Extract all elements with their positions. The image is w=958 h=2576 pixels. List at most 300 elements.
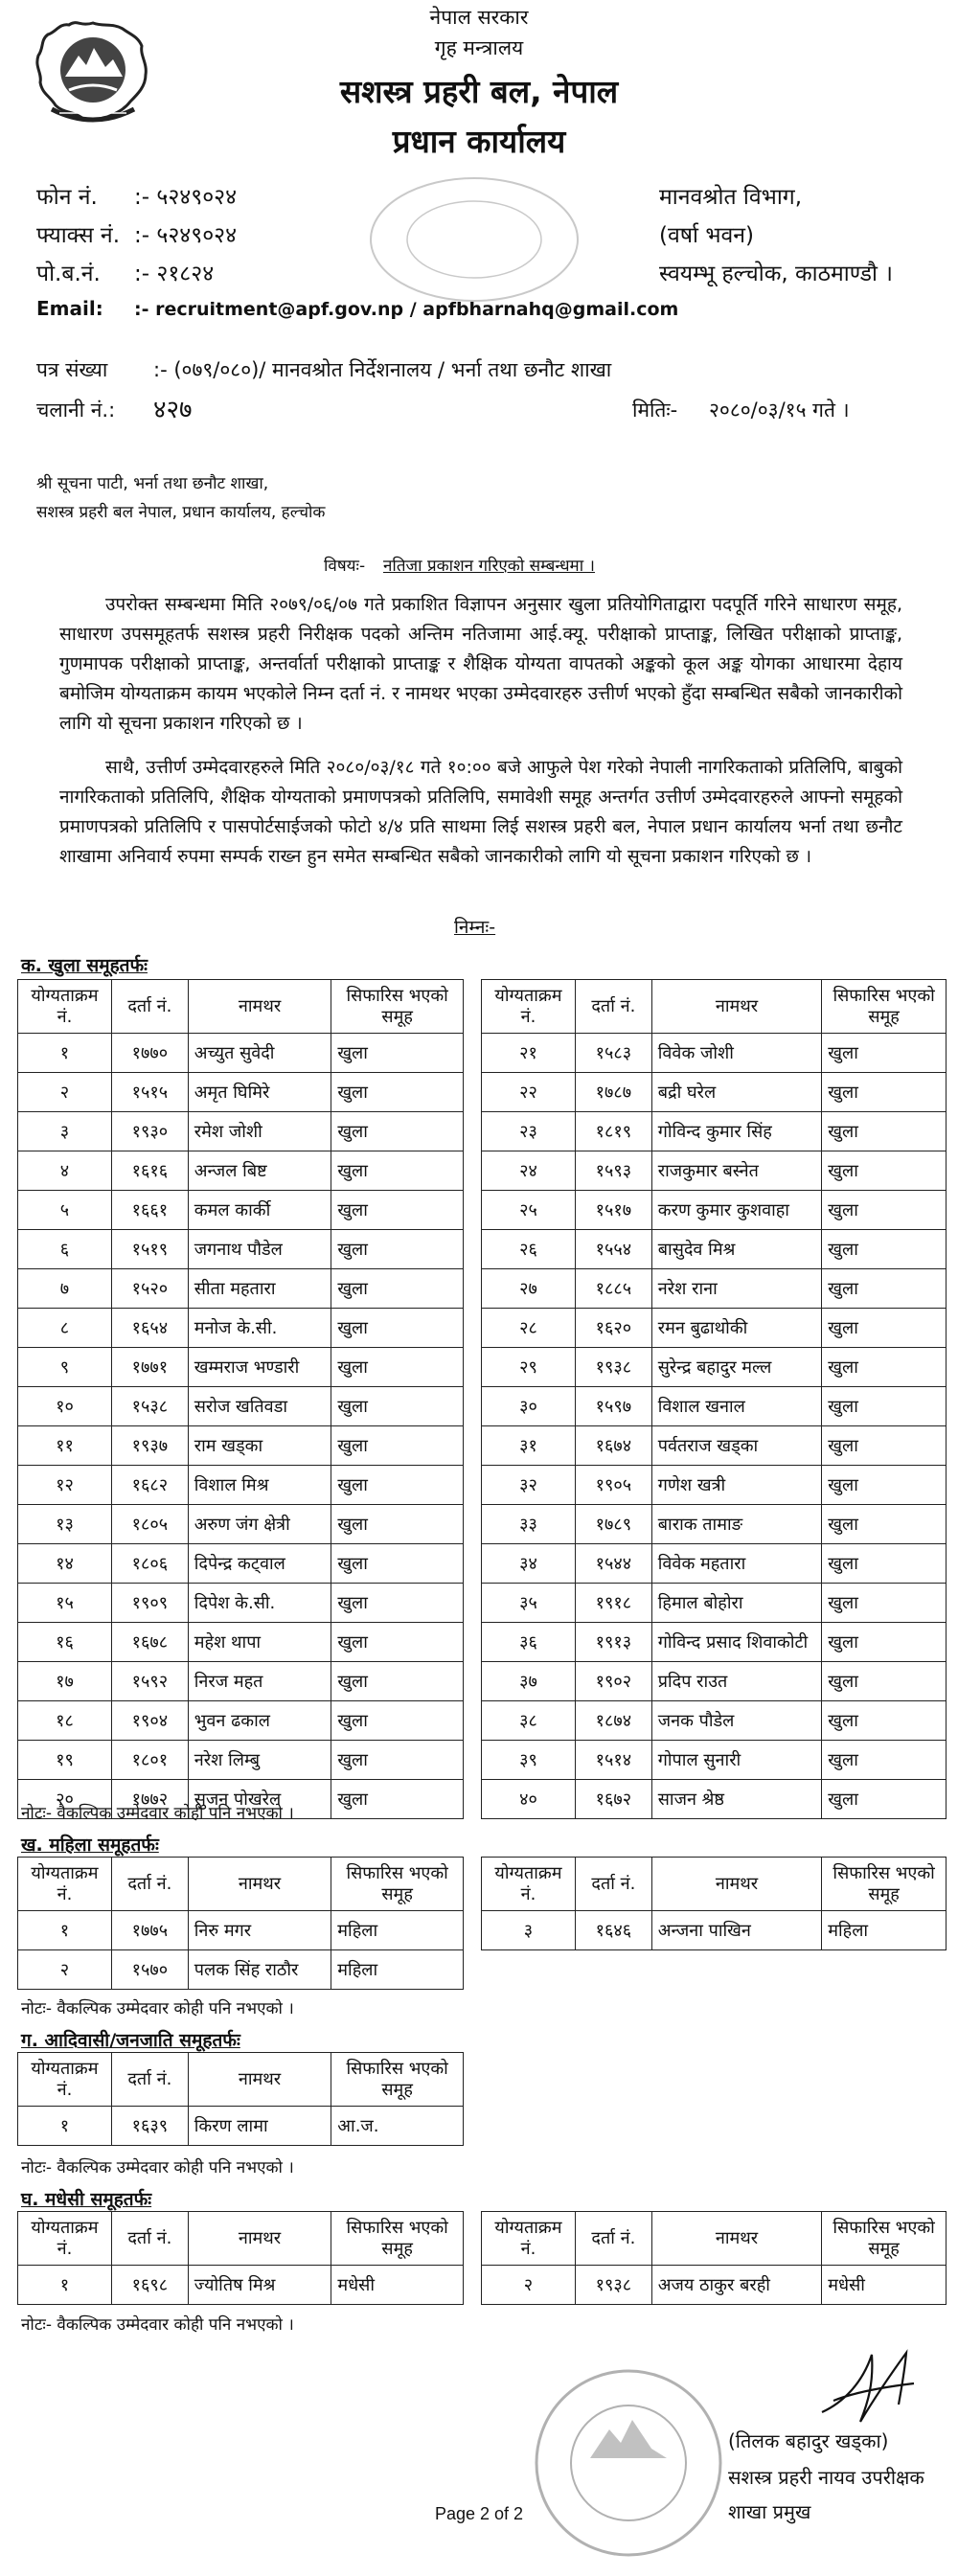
group-cell: खुला bbox=[331, 1269, 464, 1309]
rank-cell: २७ bbox=[482, 1269, 576, 1309]
col-name-header: नामथर bbox=[188, 980, 331, 1034]
name-cell: साजन श्रेष्ठ bbox=[651, 1780, 822, 1819]
name-cell: नरेश राना bbox=[651, 1269, 822, 1309]
rank-cell: २२ bbox=[482, 1073, 576, 1112]
reg-cell: १८०१ bbox=[111, 1741, 188, 1780]
name-cell: करण कुमार कुशवाहा bbox=[651, 1191, 822, 1230]
col-group-header: सिफारिस भएको समूह bbox=[331, 980, 464, 1034]
women-table-right bbox=[481, 1857, 947, 1950]
name-cell: गोपाल सुनारी bbox=[651, 1741, 822, 1780]
group-cell: खुला bbox=[822, 1191, 947, 1230]
group-cell: मधेसी bbox=[331, 2266, 464, 2305]
reg-cell: १८८५ bbox=[575, 1269, 651, 1309]
email-label: Email: bbox=[36, 297, 103, 320]
group-cell: खुला bbox=[331, 1112, 464, 1151]
group-cell: खुला bbox=[331, 1623, 464, 1662]
group-cell: खुला bbox=[822, 1034, 947, 1073]
reg-cell: १५९२ bbox=[111, 1662, 188, 1701]
handwritten-signature bbox=[814, 2345, 920, 2431]
round-seal-stamp bbox=[533, 2362, 724, 2564]
table-row bbox=[18, 1701, 464, 1741]
name-cell: पलक सिंह राठौर bbox=[188, 1950, 331, 1990]
name-cell: सीता महतारा bbox=[188, 1269, 331, 1309]
group-cell: खुला bbox=[331, 1073, 464, 1112]
reg-cell: १५३८ bbox=[111, 1387, 188, 1426]
group-cell: खुला bbox=[331, 1034, 464, 1073]
name-cell: विवेक जोशी bbox=[651, 1034, 822, 1073]
table-row bbox=[482, 2266, 947, 2305]
table-row bbox=[482, 1230, 947, 1269]
name-cell: कमल कार्की bbox=[188, 1191, 331, 1230]
table-row bbox=[482, 1623, 947, 1662]
group-cell: खुला bbox=[822, 1662, 947, 1701]
table-row bbox=[18, 1151, 464, 1191]
group-cell: खुला bbox=[822, 1584, 947, 1623]
name-cell: बद्री घरेल bbox=[651, 1073, 822, 1112]
rank-cell: २५ bbox=[482, 1191, 576, 1230]
letter-date: २०८०/०३/१५ गते । bbox=[709, 399, 850, 422]
group-cell: खुला bbox=[822, 1348, 947, 1387]
name-cell: जगनाथ पौडेल bbox=[188, 1230, 331, 1269]
reg-cell: १९३८ bbox=[575, 2266, 651, 2305]
group-cell: खुला bbox=[331, 1701, 464, 1741]
name-cell: दिपेन्द्र कट्वाल bbox=[188, 1544, 331, 1584]
group-cell: खुला bbox=[822, 1387, 947, 1426]
table-row bbox=[482, 1073, 947, 1112]
name-cell: नरेश लिम्बु bbox=[188, 1741, 331, 1780]
table-row bbox=[18, 1544, 464, 1584]
name-cell: गोविन्द कुमार सिंह bbox=[651, 1112, 822, 1151]
nimna-label: निम्नः- bbox=[454, 917, 496, 938]
table-row bbox=[482, 1387, 947, 1426]
table-row bbox=[18, 1505, 464, 1544]
name-cell: महेश थापा bbox=[188, 1623, 331, 1662]
dispatch-label: चलानी नं.: bbox=[36, 399, 116, 422]
madhesi-section-title: घ. मधेसी समूहतर्फः bbox=[21, 2189, 152, 2210]
recipient-line1: श्री सूचना पाटी, भर्ना तथा छनौट शाखा, bbox=[36, 474, 269, 493]
name-cell: अन्जल बिष्ट bbox=[188, 1151, 331, 1191]
col-group-header: सिफारिस भएको समूह bbox=[331, 2212, 464, 2266]
rank-cell: ३७ bbox=[482, 1662, 576, 1701]
page-number: Page 2 of 2 bbox=[434, 2504, 524, 2523]
table-row bbox=[18, 2107, 464, 2146]
table-row bbox=[18, 1034, 464, 1073]
open-section-title: क. खुला समूहतर्फः bbox=[21, 955, 148, 976]
table-row bbox=[18, 2266, 464, 2305]
women-table-left bbox=[17, 1857, 464, 1990]
name-cell: हिमाल बोहोरा bbox=[651, 1584, 822, 1623]
col-reg-header: दर्ता नं. bbox=[111, 980, 188, 1034]
name-cell: किरण लामा bbox=[188, 2107, 331, 2146]
group-cell: खुला bbox=[822, 1544, 947, 1584]
open-note: नोटः- वैकल्पिक उम्मेदवार कोही पनि नभएको । bbox=[21, 1804, 294, 1823]
reg-cell: १७८९ bbox=[575, 1505, 651, 1544]
reg-cell: १७७५ bbox=[111, 1911, 188, 1950]
table-row bbox=[18, 1348, 464, 1387]
group-cell: खुला bbox=[822, 1309, 947, 1348]
rank-cell: ४० bbox=[482, 1780, 576, 1819]
table-row bbox=[482, 1348, 947, 1387]
col-group-header: सिफारिस भएको समूह bbox=[822, 2212, 947, 2266]
janajati-note: नोटः- वैकल्पिक उम्मेदवार कोही पनि नभएको । bbox=[21, 2158, 294, 2177]
reg-cell: १६३९ bbox=[111, 2107, 188, 2146]
reg-cell: १७७० bbox=[111, 1034, 188, 1073]
body-paragraph-2: साथै, उत्तीर्ण उम्मेदवारहरुले मिति २०८०/०३/१८ गते १०:०० बजे आफुले पेश गरेको नेपाली नागरिकताको प्रतिलिपि, बाबुको नागरिकताको प्रतिलिपि, शैक्षिक योग्यताको प्रमाणपत्रको प्रतिलिपि, समावेशी समूह अन्तर्गत उत्तीर्ण उम्मेदवारहरुले आफ्नो समूहको प्रमाणपत्रको प्रतिलिपि र पासपोर्टसाईजको फोटो ४/४ प्रति साथमा लिई सशस्त्र प्रहरी बल, नेपाल प्रधान कार्यालय भर्ना तथा छनौट शाखामा अनिवार्य रुपमा सम्पर्क राख्न हुन समेत सम्बन्धित सबैको जानकारीको लागि यो सूचना प्रकाशन गरिएको छ । bbox=[59, 757, 902, 867]
reg-cell: १५१७ bbox=[575, 1191, 651, 1230]
name-cell: ज्योतिष मिश्र bbox=[188, 2266, 331, 2305]
rank-cell: २९ bbox=[482, 1348, 576, 1387]
group-cell: खुला bbox=[331, 1230, 464, 1269]
office-stamp-watermark bbox=[364, 172, 584, 307]
col-rank-header: योग्यताक्रम नं. bbox=[482, 2212, 576, 2266]
rank-cell: ३५ bbox=[482, 1584, 576, 1623]
col-name-header: नामथर bbox=[188, 1858, 331, 1911]
table-row bbox=[18, 1584, 464, 1623]
rank-cell: ३ bbox=[482, 1911, 576, 1950]
reg-cell: १९०९ bbox=[111, 1584, 188, 1623]
name-cell: अमृत घिमिरे bbox=[188, 1073, 331, 1112]
signatory-designation: सशस्त्र प्रहरी नायव उपरीक्षक bbox=[728, 2466, 924, 2489]
group-cell: खुला bbox=[331, 1309, 464, 1348]
reg-cell: १९०५ bbox=[575, 1466, 651, 1505]
col-rank-header: योग्यताक्रम नं. bbox=[18, 1858, 112, 1911]
rank-cell: १३ bbox=[18, 1505, 112, 1544]
col-name-header: नामथर bbox=[188, 2212, 331, 2266]
col-reg-header: दर्ता नं. bbox=[575, 980, 651, 1034]
rank-cell: ३३ bbox=[482, 1505, 576, 1544]
col-group-header: सिफारिस भएको समूह bbox=[331, 1858, 464, 1911]
reg-cell: १६४६ bbox=[575, 1911, 651, 1950]
rank-cell: २ bbox=[18, 1073, 112, 1112]
women-section-title: ख. महिला समूहतर्फः bbox=[21, 1835, 159, 1856]
rank-cell: १ bbox=[18, 2266, 112, 2305]
table-row bbox=[482, 1034, 947, 1073]
group-cell: खुला bbox=[331, 1191, 464, 1230]
reg-cell: १५४४ bbox=[575, 1544, 651, 1584]
group-cell: आ.ज. bbox=[331, 2107, 464, 2146]
reg-cell: १७७१ bbox=[111, 1348, 188, 1387]
rank-cell: ३४ bbox=[482, 1544, 576, 1584]
rank-cell: १० bbox=[18, 1387, 112, 1426]
reg-cell: १८०६ bbox=[111, 1544, 188, 1584]
women-note: नोटः- वैकल्पिक उम्मेदवार कोही पनि नभएको । bbox=[21, 1999, 294, 2018]
group-cell: खुला bbox=[331, 1741, 464, 1780]
group-cell: खुला bbox=[822, 1623, 947, 1662]
group-cell: खुला bbox=[822, 1073, 947, 1112]
table-row bbox=[482, 1544, 947, 1584]
col-reg-header: दर्ता नं. bbox=[575, 2212, 651, 2266]
group-cell: महिला bbox=[822, 1911, 947, 1950]
reg-cell: १५२० bbox=[111, 1269, 188, 1309]
col-rank-header: योग्यताक्रम नं. bbox=[482, 1858, 576, 1911]
rank-cell: २६ bbox=[482, 1230, 576, 1269]
madhesi-note: नोटः- वैकल्पिक उम्मेदवार कोही पनि नभएको । bbox=[21, 2315, 294, 2335]
name-cell: भुवन ढकाल bbox=[188, 1701, 331, 1741]
open-table-right bbox=[481, 979, 947, 1819]
group-cell: खुला bbox=[331, 1780, 464, 1819]
name-cell: अजय ठाकुर बरही bbox=[651, 2266, 821, 2305]
reg-cell: १५९७ bbox=[575, 1387, 651, 1426]
group-cell: महिला bbox=[331, 1911, 464, 1950]
subject-text: नतिजा प्रकाशन गरिएको सम्बन्धमा । bbox=[383, 557, 595, 576]
reg-cell: १९०२ bbox=[575, 1662, 651, 1701]
table-row bbox=[18, 1950, 464, 1990]
name-cell: प्रदिप राउत bbox=[651, 1662, 822, 1701]
group-cell: खुला bbox=[331, 1387, 464, 1426]
col-group-header: सिफारिस भएको समूह bbox=[822, 1858, 947, 1911]
group-cell: खुला bbox=[331, 1151, 464, 1191]
col-name-header: नामथर bbox=[188, 2053, 331, 2107]
phone-value: :- ५२४९०२४ bbox=[134, 185, 238, 210]
reg-cell: १९१३ bbox=[575, 1623, 651, 1662]
group-cell: खुला bbox=[331, 1348, 464, 1387]
name-cell: विशाल खनाल bbox=[651, 1387, 822, 1426]
reg-cell: १९१८ bbox=[575, 1584, 651, 1623]
name-cell: रमेश जोशी bbox=[188, 1112, 331, 1151]
ministry-name: गृह मन्त्रालय bbox=[434, 36, 524, 59]
rank-cell: १९ bbox=[18, 1741, 112, 1780]
table-row bbox=[18, 1112, 464, 1151]
col-group-header: सिफारिस भएको समूह bbox=[822, 980, 947, 1034]
reg-cell: १९३७ bbox=[111, 1426, 188, 1466]
name-cell: सरोज खतिवडा bbox=[188, 1387, 331, 1426]
table-row bbox=[482, 1911, 947, 1950]
col-rank-header: योग्यताक्रम नं. bbox=[18, 2053, 112, 2107]
name-cell: जनक पौडेल bbox=[651, 1701, 822, 1741]
rank-cell: ९ bbox=[18, 1348, 112, 1387]
rank-cell: १७ bbox=[18, 1662, 112, 1701]
janajati-table bbox=[17, 2052, 464, 2146]
table-row bbox=[482, 1309, 947, 1348]
phone-label: फोन नं. bbox=[36, 185, 98, 210]
rank-cell: २३ bbox=[482, 1112, 576, 1151]
reg-cell: १८७४ bbox=[575, 1701, 651, 1741]
group-cell: महिला bbox=[331, 1950, 464, 1990]
table-row bbox=[482, 1269, 947, 1309]
name-cell: अच्युत सुवेदी bbox=[188, 1034, 331, 1073]
body-paragraph-1: उपरोक्त सम्बन्धमा मिति २०७९/०६/०७ गते प्रकाशित विज्ञापन अनुसार खुला प्रतियोगिताद्वारा पदपूर्ति गरिने साधारण समूह, साधारण उपसमूहतर्फ सशस्त्र प्रहरी निरीक्षक पदको अन्तिम नतिजामा आई.क्यू. परीक्षाको प्राप्ताङ्क, लिखित परीक्षाको प्राप्ताङ्क, गुणमापक परीक्षाको प्राप्ताङ्क, अन्तर्वार्ता परीक्षाको प्राप्ताङ्क र शैक्षिक योग्यता वापतको अङ्कको कूल अङ्क योगका आधारमा देहाय बमोजिम योग्यताक्रम कायम भएकोले निम्न दर्ता नं. र नामथर भएका उम्मेदवारहरु उत्तीर्ण भएको हुँदा सम्बन्धित सबैको जानकारीको लागि यो सूचना प्रकाशन गरिएको छ । bbox=[59, 594, 902, 734]
name-cell: अन्जना पाखिन bbox=[651, 1911, 821, 1950]
table-row bbox=[482, 1701, 947, 1741]
table-row bbox=[482, 1741, 947, 1780]
table-row bbox=[18, 1911, 464, 1950]
rank-cell: ८ bbox=[18, 1309, 112, 1348]
org-name: सशस्त्र प्रहरी बल, नेपाल bbox=[339, 73, 619, 110]
pobox-label: पो.ब.नं. bbox=[36, 262, 101, 286]
group-cell: खुला bbox=[822, 1426, 947, 1466]
table-row bbox=[18, 1387, 464, 1426]
table-row bbox=[482, 1191, 947, 1230]
group-cell: खुला bbox=[331, 1662, 464, 1701]
reg-cell: १५९३ bbox=[575, 1151, 651, 1191]
name-cell: गोविन्द प्रसाद शिवाकोटी bbox=[651, 1623, 822, 1662]
col-rank-header: योग्यताक्रम नं. bbox=[18, 980, 112, 1034]
fax-value: :- ५२४९०२४ bbox=[134, 223, 238, 248]
name-cell: राम खड्का bbox=[188, 1426, 331, 1466]
group-cell: खुला bbox=[331, 1466, 464, 1505]
reg-cell: १५५४ bbox=[575, 1230, 651, 1269]
name-cell: विशाल मिश्र bbox=[188, 1466, 331, 1505]
table-row bbox=[18, 1191, 464, 1230]
email-value[interactable]: :- recruitment@apf.gov.np / apfbharnahq@gmail.com bbox=[134, 299, 679, 320]
col-name-header: नामथर bbox=[651, 2212, 821, 2266]
reg-cell: १६६१ bbox=[111, 1191, 188, 1230]
reg-cell: १५१४ bbox=[575, 1741, 651, 1780]
reg-cell: १५१९ bbox=[111, 1230, 188, 1269]
reg-cell: १५७० bbox=[111, 1950, 188, 1990]
table-row bbox=[18, 1073, 464, 1112]
col-rank-header: योग्यताक्रम नं. bbox=[482, 980, 576, 1034]
rank-cell: २१ bbox=[482, 1034, 576, 1073]
name-cell: अरुण जंग क्षेत्री bbox=[188, 1505, 331, 1544]
group-cell: खुला bbox=[822, 1466, 947, 1505]
col-group-header: सिफारिस भएको समूह bbox=[331, 2053, 464, 2107]
table-row bbox=[18, 1269, 464, 1309]
rank-cell: ३१ bbox=[482, 1426, 576, 1466]
name-cell: निरु मगर bbox=[188, 1911, 331, 1950]
reg-cell: १६७४ bbox=[575, 1426, 651, 1466]
open-table-left bbox=[17, 979, 464, 1819]
table-row bbox=[482, 1505, 947, 1544]
table-row bbox=[18, 1230, 464, 1269]
table-row bbox=[482, 1426, 947, 1466]
ref-label: पत्र संख्या bbox=[36, 358, 108, 381]
madhesi-table-left bbox=[17, 2211, 464, 2305]
name-cell: पर्वतराज खड्का bbox=[651, 1426, 822, 1466]
reg-cell: १६२० bbox=[575, 1309, 651, 1348]
group-cell: खुला bbox=[822, 1505, 947, 1544]
rank-cell: २ bbox=[482, 2266, 576, 2305]
reg-cell: १६८२ bbox=[111, 1466, 188, 1505]
building: (वर्षा भवन) bbox=[659, 223, 755, 248]
rank-cell: १ bbox=[18, 1034, 112, 1073]
gov-name: नेपाल सरकार bbox=[429, 6, 529, 29]
reg-cell: १९३० bbox=[111, 1112, 188, 1151]
group-cell: मधेसी bbox=[822, 2266, 947, 2305]
rank-cell: ६ bbox=[18, 1230, 112, 1269]
reg-cell: १८०५ bbox=[111, 1505, 188, 1544]
reg-cell: १६७२ bbox=[575, 1780, 651, 1819]
rank-cell: ४ bbox=[18, 1151, 112, 1191]
col-name-header: नामथर bbox=[651, 980, 822, 1034]
reg-cell: १९३८ bbox=[575, 1348, 651, 1387]
subject-label: विषयः- bbox=[324, 557, 366, 576]
rank-cell: ३२ bbox=[482, 1466, 576, 1505]
date-label: मितिः- bbox=[632, 399, 678, 422]
name-cell: विवेक महतारा bbox=[651, 1544, 822, 1584]
office-name: प्रधान कार्यालय bbox=[392, 123, 566, 160]
table-row bbox=[18, 1466, 464, 1505]
name-cell: सुजन पोखरेल bbox=[188, 1780, 331, 1819]
group-cell: खुला bbox=[331, 1584, 464, 1623]
rank-cell: १ bbox=[18, 2107, 112, 2146]
ref-number: :- (०७९/०८०)/ मानवश्रोत निर्देशनालय / भर्ना तथा छनौट शाखा bbox=[153, 358, 612, 381]
rank-cell: ३ bbox=[18, 1112, 112, 1151]
group-cell: खुला bbox=[822, 1269, 947, 1309]
rank-cell: ३८ bbox=[482, 1701, 576, 1741]
table-row bbox=[18, 1623, 464, 1662]
name-cell: मनोज के.सी. bbox=[188, 1309, 331, 1348]
rank-cell: १२ bbox=[18, 1466, 112, 1505]
rank-cell: ३६ bbox=[482, 1623, 576, 1662]
rank-cell: २ bbox=[18, 1950, 112, 1990]
table-row bbox=[482, 1780, 947, 1819]
group-cell: खुला bbox=[822, 1112, 947, 1151]
rank-cell: ३९ bbox=[482, 1741, 576, 1780]
reg-cell: १६५४ bbox=[111, 1309, 188, 1348]
rank-cell: १४ bbox=[18, 1544, 112, 1584]
table-row bbox=[482, 1584, 947, 1623]
name-cell: रमन बुढाथोकी bbox=[651, 1309, 822, 1348]
table-row bbox=[482, 1112, 947, 1151]
dispatch-number: ४२७ bbox=[153, 396, 193, 424]
rank-cell: १८ bbox=[18, 1701, 112, 1741]
reg-cell: १७७२ bbox=[111, 1780, 188, 1819]
table-row bbox=[18, 1741, 464, 1780]
rank-cell: ३० bbox=[482, 1387, 576, 1426]
col-reg-header: दर्ता नं. bbox=[111, 1858, 188, 1911]
rank-cell: १ bbox=[18, 1911, 112, 1950]
name-cell: खम्मराज भण्डारी bbox=[188, 1348, 331, 1387]
rank-cell: २४ bbox=[482, 1151, 576, 1191]
table-row bbox=[482, 1151, 947, 1191]
name-cell: बाराक तामाङ bbox=[651, 1505, 822, 1544]
name-cell: राजकुमार बस्नेत bbox=[651, 1151, 822, 1191]
name-cell: दिपेश के.सी. bbox=[188, 1584, 331, 1623]
group-cell: खुला bbox=[822, 1701, 947, 1741]
col-reg-header: दर्ता नं. bbox=[111, 2053, 188, 2107]
reg-cell: १६९८ bbox=[111, 2266, 188, 2305]
rank-cell: १६ bbox=[18, 1623, 112, 1662]
table-row bbox=[482, 1466, 947, 1505]
name-cell: सुरेन्द्र बहादुर मल्ल bbox=[651, 1348, 822, 1387]
table-row bbox=[18, 1309, 464, 1348]
reg-cell: १६७८ bbox=[111, 1623, 188, 1662]
name-cell: गणेश खत्री bbox=[651, 1466, 822, 1505]
rank-cell: २८ bbox=[482, 1309, 576, 1348]
madhesi-table-right bbox=[481, 2211, 947, 2305]
reg-cell: १९०४ bbox=[111, 1701, 188, 1741]
table-row bbox=[482, 1662, 947, 1701]
recipient-line2: सशस्त्र प्रहरी बल नेपाल, प्रधान कार्यालय, हल्चोक bbox=[36, 503, 326, 522]
address: स्वयम्भू हल्चोक, काठमाण्डौ । bbox=[659, 262, 893, 286]
reg-cell: १८१९ bbox=[575, 1112, 651, 1151]
col-name-header: नामथर bbox=[651, 1858, 821, 1911]
fax-label: फ्याक्स नं. bbox=[36, 223, 121, 248]
col-rank-header: योग्यताक्रम नं. bbox=[18, 2212, 112, 2266]
group-cell: खुला bbox=[331, 1505, 464, 1544]
rank-cell: १५ bbox=[18, 1584, 112, 1623]
rank-cell: ५ bbox=[18, 1191, 112, 1230]
reg-cell: १६१६ bbox=[111, 1151, 188, 1191]
table-row bbox=[18, 1426, 464, 1466]
col-reg-header: दर्ता नं. bbox=[111, 2212, 188, 2266]
signatory-position: शाखा प्रमुख bbox=[728, 2500, 811, 2523]
name-cell: बासुदेव मिश्र bbox=[651, 1230, 822, 1269]
pobox-value: :- २१८२४ bbox=[134, 262, 215, 286]
group-cell: खुला bbox=[822, 1230, 947, 1269]
group-cell: खुला bbox=[331, 1544, 464, 1584]
group-cell: खुला bbox=[331, 1426, 464, 1466]
janajati-section-title: ग. आदिवासी/जनजाति समूहतर्फः bbox=[21, 2030, 240, 2051]
rank-cell: ११ bbox=[18, 1426, 112, 1466]
name-cell: निरज महत bbox=[188, 1662, 331, 1701]
reg-cell: १५८३ bbox=[575, 1034, 651, 1073]
reg-cell: १७८७ bbox=[575, 1073, 651, 1112]
group-cell: खुला bbox=[822, 1151, 947, 1191]
col-reg-header: दर्ता नं. bbox=[575, 1858, 651, 1911]
signatory-name: (तिलक बहादुर खड्का) bbox=[728, 2429, 889, 2452]
